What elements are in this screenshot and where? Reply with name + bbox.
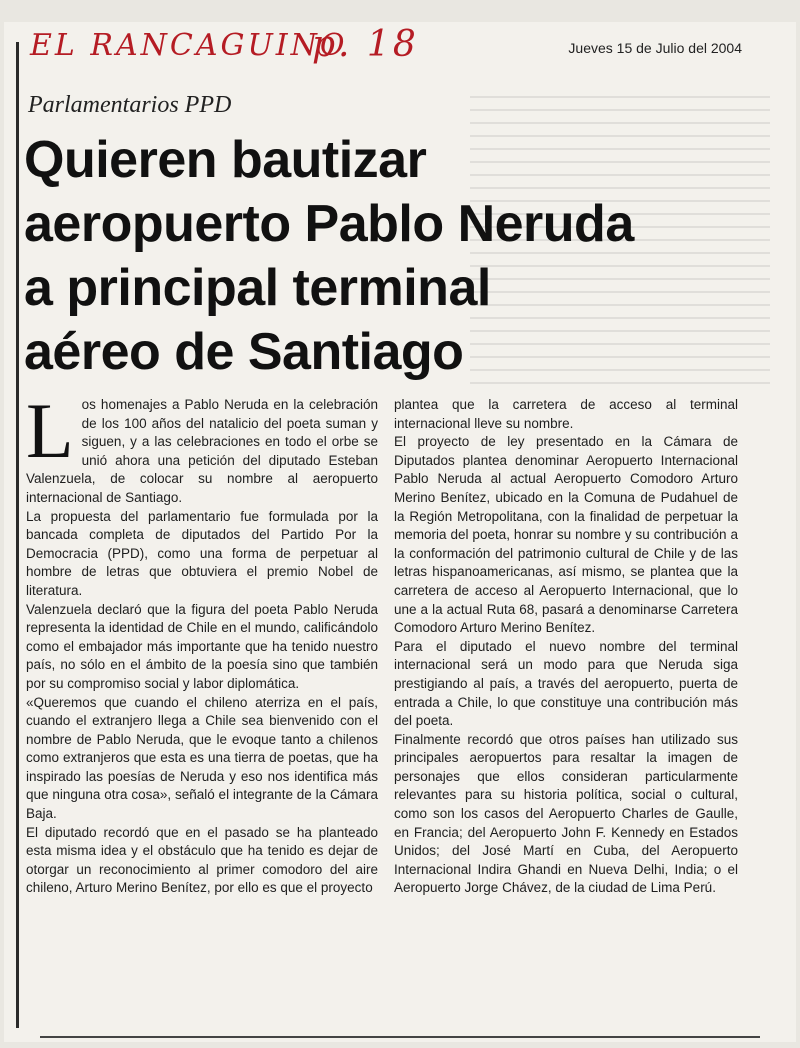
headline-line: aeropuerto Pablo Neruda (24, 195, 634, 253)
paragraph: «Queremos que cuando el chileno aterriza en el país, cuando el extranjero llega a Chile sea bienvenido con el nombre de Pablo Neruda, que le evoque tanto a chilenos como extranjeros que esta es una tierra de poetas, que ha inspirado las poesías de Neruda y eso nos identifica más que ninguna otra cosa», señaló el integrante de la Cámara Baja. (26, 694, 378, 822)
paragraph: El diputado recordó que en el pasado se ha planteado esta misma idea y el obstáculo que ha tenido es dejar de otorgar un reconocimiento al primer comodoro del aire chileno, Arturo Merino Benítez, por ello es que el proyecto (26, 824, 378, 896)
headline (24, 128, 764, 384)
publication-date: Jueves 15 de Julio del 2004 (568, 40, 742, 56)
bottom-rule (40, 1036, 760, 1038)
headline-line: Quieren bautizar (24, 131, 427, 189)
headline-line: a principal terminal (24, 259, 491, 317)
paragraph: plantea que la carretera de acceso al terminal internacional lleve su nombre. (394, 397, 738, 431)
handwritten-newspaper-name: EL RANCAGUINO (30, 28, 348, 63)
paragraph-text: os homenajes a Pablo Neruda en la celebración de los 100 años del natalicio del poeta suman y siguen, y a las celebraciones en todo el orbe se unió ahora una petición del diputado Esteban Valenzuela, de colocar su nombre al aeropuerto internacional de Santiago. (26, 397, 378, 505)
paragraph (26, 387, 378, 508)
section-label: Parlamentarios PPD (28, 92, 232, 118)
handwritten-page-number: p. 18 (312, 24, 419, 65)
drop-cap: L (26, 387, 74, 474)
article-column-right (394, 396, 738, 898)
paragraph: Valenzuela declaró que la figura del poeta Pablo Neruda representa la identidad de Chile en el mundo, calificándolo como el embajador más importante que ha tenido nuestro país, no sólo en el ámbito de la poesía sino que también por su compromiso social y labor diplomática. (26, 601, 378, 691)
paragraph: La propuesta del parlamentario fue formulada por la bancada completa de diputados del Partido Por la Democracia (PPD), como una forma de perpetuar al hombre de letras que obtuviera el premio Nobel de literatura. (26, 508, 378, 598)
headline-line: aéreo de Santiago (24, 323, 464, 381)
paragraph: Para el diputado el nuevo nombre del terminal internacional será un modo para que Neruda siga prestigiando al país, a través del aeropuerto, puerta de entrada a Chile, lo que constituye una contribución más del poeta. (394, 638, 738, 729)
column-rule (16, 42, 19, 1028)
paragraph: El proyecto de ley presentado en la Cámara de Diputados plantea denominar Aeropuerto Internacional Pablo Neruda al actual Aeropuerto Comodoro Arturo Merino Benítez, ubicado en la Comuna de Pudahuel de la Región Metropolitana, con la finalidad de perpetuar la memoria del poeta, honrar su nombre y su contribución a la conformación del patrimonio cultural de Chile y de las letras hispanoamericanas, así mismo, se plantea que la carretera de acceso al Aeropuerto Internacional, que lo une a la actual Ruta 68, pasará a denominarse Carretera Comodoro Arturo Merino Benítez. (394, 434, 738, 636)
paragraph: Finalmente recordó que otros países han utilizado sus principales aeropuertos para resaltar la imagen de personajes que ellos consideran particularmente relevantes para su historia política, social o cultural, como son los casos del Aeropuerto Charles de Gaulle, en Francia; del Aeropuerto John F. Kennedy en Estados Unidos; del José Martí en Cuba, del Aeropuerto Internacional Indira Ghandi en Nueva Delhi, India; o el Aeropuerto Jorge Chávez, de la ciudad de Lima Perú. (394, 731, 738, 896)
article-column-left (26, 387, 378, 898)
